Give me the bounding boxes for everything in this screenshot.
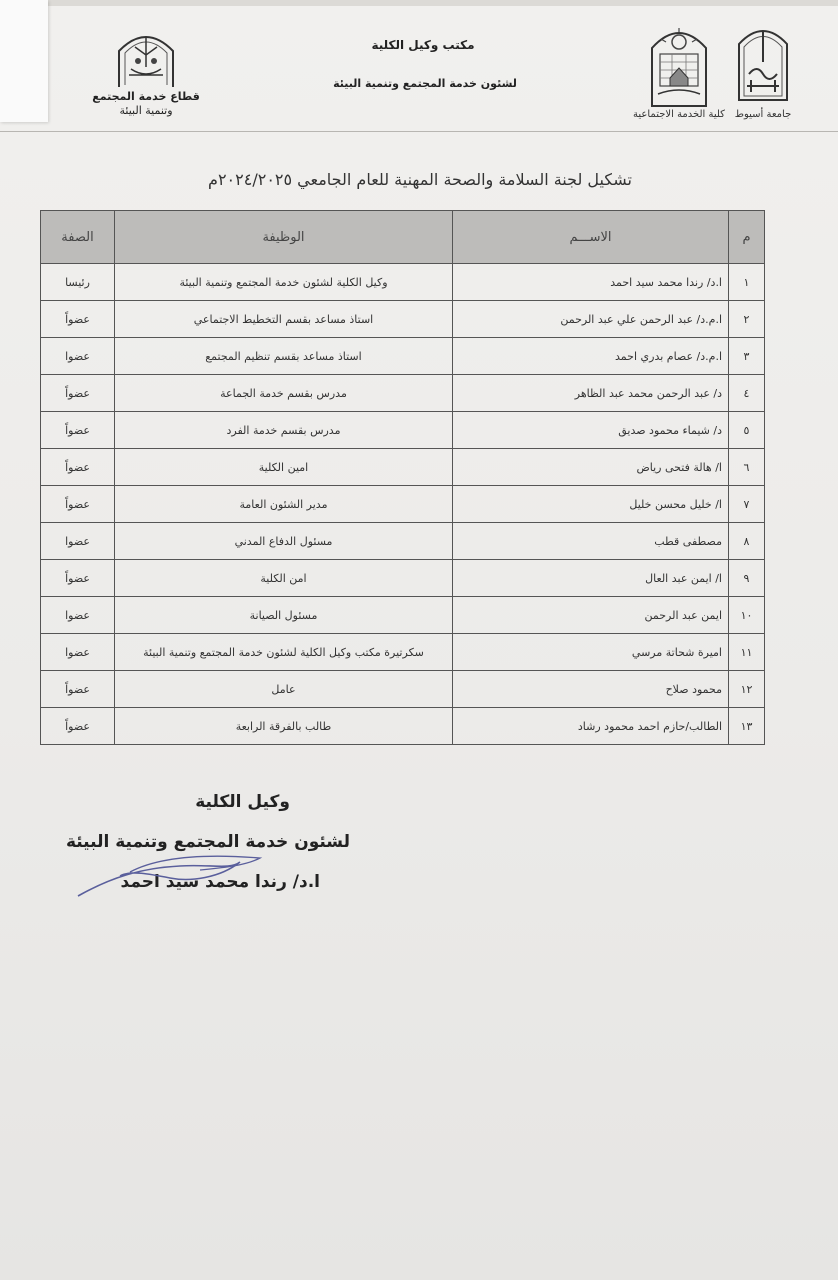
table-row — [41, 708, 765, 745]
assiut-university-logo — [733, 22, 793, 102]
social-work-faculty-logo — [648, 24, 710, 108]
table-row — [41, 338, 765, 375]
member-name: ا.م.د/ عبد الرحمن علي عبد الرحمن — [453, 301, 729, 338]
member-job: عامل — [115, 671, 453, 708]
table-row — [41, 449, 765, 486]
row-number: ٢ — [729, 301, 765, 338]
row-number: ٦ — [729, 449, 765, 486]
row-number: ٤ — [729, 375, 765, 412]
table-row — [41, 412, 765, 449]
member-role: رئيسا — [41, 264, 115, 301]
table-row — [41, 523, 765, 560]
row-number: ١٠ — [729, 597, 765, 634]
document-title: تشكيل لجنة السلامة والصحة المهنية للعام الجامعي ٢٠٢٤/٢٠٢٥م — [208, 170, 632, 189]
member-name: ايمن عبد الرحمن — [453, 597, 729, 634]
member-job: وكيل الكلية لشئون خدمة المجتمع وتنمية البيئة — [115, 264, 453, 301]
table-row — [41, 301, 765, 338]
member-job: مسئول الدفاع المدني — [115, 523, 453, 560]
member-role: عضواً — [41, 375, 115, 412]
member-job: مدرس بقسم خدمة الفرد — [115, 412, 453, 449]
row-number: ٣ — [729, 338, 765, 375]
member-job: امن الكلية — [115, 560, 453, 597]
table-header-row — [41, 211, 765, 264]
row-number: ٥ — [729, 412, 765, 449]
office-title: مكتب وكيل الكلية — [371, 38, 475, 52]
table-row — [41, 375, 765, 412]
member-job: سكرتيرة مكتب وكيل الكلية لشئون خدمة المجتمع وتنمية البيئة — [115, 634, 453, 671]
member-role: عضواً — [41, 560, 115, 597]
member-role: عضواً — [41, 412, 115, 449]
member-name: الطالب/حازم احمد محمود رشاد — [453, 708, 729, 745]
sector-logo — [111, 25, 181, 89]
signatory-name: ا.د/ رندا محمد سيد احمد — [120, 872, 320, 892]
member-name: د/ شيماء محمود صديق — [453, 412, 729, 449]
member-role: عضوا — [41, 597, 115, 634]
member-name: مصطفى قطب — [453, 523, 729, 560]
member-role: عضوا — [41, 634, 115, 671]
member-name: ا.د/ رندا محمد سيد احمد — [453, 264, 729, 301]
middle-logo-caption: كلية الخدمة الاجتماعية — [633, 109, 725, 120]
table-row — [41, 486, 765, 523]
top-edge — [0, 0, 838, 6]
member-name: ا.م.د/ عصام بدري احمد — [453, 338, 729, 375]
member-job: مدير الشئون العامة — [115, 486, 453, 523]
member-role: عضواً — [41, 449, 115, 486]
header-divider — [0, 131, 838, 132]
member-name: ا/ هالة فتحى رياض — [453, 449, 729, 486]
right-logo-caption: جامعة أسيوط — [734, 109, 792, 120]
member-role: عضوا — [41, 338, 115, 375]
row-number: ٨ — [729, 523, 765, 560]
member-role: عضواً — [41, 301, 115, 338]
col-header-num: م — [729, 211, 765, 264]
member-name: ا/ ايمن عبد العال — [453, 560, 729, 597]
row-number: ١ — [729, 264, 765, 301]
col-header-role: الصفة — [41, 211, 115, 264]
table-row — [41, 560, 765, 597]
member-name: د/ عبد الرحمن محمد عبد الظاهر — [453, 375, 729, 412]
member-job: مدرس بقسم خدمة الجماعة — [115, 375, 453, 412]
table-row — [41, 264, 765, 301]
member-job: طالب بالفرقة الرابعة — [115, 708, 453, 745]
row-number: ٧ — [729, 486, 765, 523]
member-job: استاذ مساعد بقسم تنظيم المجتمع — [115, 338, 453, 375]
table-row — [41, 634, 765, 671]
member-job: امين الكلية — [115, 449, 453, 486]
member-role: عضواً — [41, 486, 115, 523]
col-header-job: الوظيفة — [115, 211, 453, 264]
col-header-name: الاســـم — [453, 211, 729, 264]
row-number: ٩ — [729, 560, 765, 597]
member-name: ا/ خليل محسن خليل — [453, 486, 729, 523]
member-role: عضواً — [41, 671, 115, 708]
member-role: عضوا — [41, 523, 115, 560]
member-role: عضواً — [41, 708, 115, 745]
table-row — [41, 671, 765, 708]
paper-tape — [0, 0, 48, 122]
sector-name-line1: قطاع خدمة المجتمع — [92, 90, 200, 103]
member-name: محمود صلاح — [453, 671, 729, 708]
member-job: استاذ مساعد بقسم التخطيط الاجتماعي — [115, 301, 453, 338]
row-number: ١٢ — [729, 671, 765, 708]
row-number: ١١ — [729, 634, 765, 671]
signature-department: لشئون خدمة المجتمع وتنمية البيئة — [65, 832, 350, 852]
member-job: مسئول الصيانة — [115, 597, 453, 634]
handwritten-signature — [70, 848, 290, 908]
sector-name-line2: وتنمية البيئة — [119, 104, 173, 117]
signature-title: وكيل الكلية — [195, 792, 290, 812]
table-row — [41, 597, 765, 634]
row-number: ١٣ — [729, 708, 765, 745]
office-subtitle: لشئون خدمة المجتمع وتنمية البيئة — [333, 77, 517, 90]
member-name: اميرة شحاتة مرسي — [453, 634, 729, 671]
committee-table — [40, 210, 765, 745]
